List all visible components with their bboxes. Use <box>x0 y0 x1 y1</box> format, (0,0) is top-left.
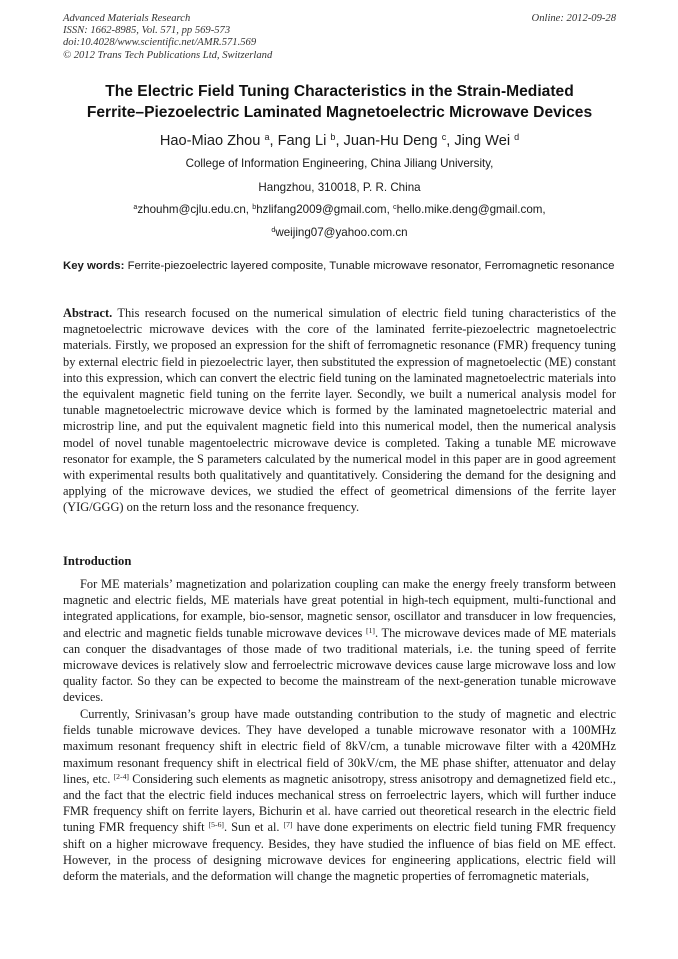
paper-page <box>63 0 616 959</box>
email-c[interactable]: hello.mike.deng@gmail.com, <box>396 203 546 216</box>
journal-header <box>63 13 616 62</box>
author-list <box>63 132 616 150</box>
abstract-label: Abstract. <box>63 306 113 320</box>
keywords <box>63 259 616 274</box>
author-name: Jing Wei <box>454 133 511 149</box>
intro-paragraph-1 <box>63 576 616 706</box>
email-b[interactable]: hzlifang2009@gmail.com, <box>256 203 394 216</box>
email-sup: b <box>252 202 257 212</box>
author-sup: d <box>514 132 520 143</box>
journal-name: Advanced Materials Research <box>63 13 191 24</box>
doi-line: doi:10.4028/www.scientific.net/AMR.571.569 <box>63 37 257 49</box>
abstract <box>63 305 616 516</box>
author-sep: , <box>269 133 278 149</box>
author-sep: , <box>446 133 455 149</box>
p2-text-b: Considering such elements as magnetic anisotropy, stress anisotropy and demagnetized field etc., and the fact that the electric field induces mechanical stress on ferroelectric layers, which will further induce FMR frequency shift on ferrite layers, Bichurin et al. have carried out theoretical research in the electric field tuning FMR frequency shift <box>63 771 616 835</box>
intro-paragraph-2 <box>63 706 616 884</box>
online-date: Online: 2012-09-28 <box>531 13 616 24</box>
p2-text-a: Currently, Srinivasan’s group have made outstanding contribution to the study of magnetic and electric fields tunable microwave devices. They have developed a tunable microwave resonator with a 100MHz maximum resonant frequency shift in electric field of 8kV/cm, a tunable microwave filter with a 420MHz maximum resonant frequency shift in electrical field of 30kV/cm, the ME phase shifter, attenuator and delay lines, etc. <box>63 707 616 786</box>
affiliation-line-2: Hangzhou, 310018, P. R. China <box>258 181 421 194</box>
author-name: Juan-Hu Deng <box>343 133 438 149</box>
email-sup: d <box>271 225 276 235</box>
author-sep: , <box>335 133 344 149</box>
email-a[interactable]: zhouhm@cjlu.edu.cn, <box>137 203 253 216</box>
title-line-2: Ferrite–Piezoelectric Laminated Magnetoelectric Microwave Devices <box>86 104 593 121</box>
paper-title <box>63 81 616 123</box>
citation-ref[interactable]: [7] <box>283 820 293 830</box>
author-sup: a <box>264 132 270 143</box>
email-sup: a <box>133 202 138 212</box>
email-line-2 <box>63 226 616 240</box>
affiliation-line-1: College of Information Engineering, China Jiliang University, <box>185 157 494 170</box>
section-heading-introduction: Introduction <box>63 554 132 568</box>
author-name: Fang Li <box>277 133 327 149</box>
title-line-1: The Electric Field Tuning Characteristics in the Strain-Mediated <box>105 83 574 100</box>
citation-ref[interactable]: [5-6] <box>208 820 224 830</box>
p2-text-c: . Sun et al. <box>223 820 284 835</box>
email-sup: c <box>393 202 397 212</box>
author-sup: c <box>441 132 447 143</box>
citation-ref[interactable]: [2-4] <box>113 771 129 781</box>
author-sup: b <box>330 132 336 143</box>
author-name: Hao-Miao Zhou <box>159 133 261 149</box>
issn-line: ISSN: 1662-8985, Vol. 571, pp 569-573 <box>63 25 231 37</box>
citation-ref[interactable]: [1] <box>366 625 375 635</box>
email-line-1 <box>63 203 616 217</box>
keywords-label: Key words: <box>63 260 125 272</box>
p1-text-b: . The microwave devices made of ME materials can conquer the disadvantages of those made of two traditional materials, i.e. the tuning speed of ferrite microwave devices is relatively slow and ferroelectric microwave devices cause large microwave loss and low quality factor. So they can be expected to become the mainstream of the next-generation tunable microwave devices. <box>63 625 617 705</box>
keywords-text: Ferrite-piezoelectric layered composite, Tunable microwave resonator, Ferromagnetic resonance <box>124 260 615 272</box>
copyright-line: © 2012 Trans Tech Publications Ltd, Switzerland <box>63 49 273 61</box>
p1-text-a: For ME materials’ magnetization and polarization coupling can make the energy freely transform between magnetic and electric fields, ME materials have great potential in high-tech equipment, multi-functional and integrated applications, for example, bio-sensor, magnetic sensor, oscillator and transducer in low frequencies, and electric and magnetic fields tunable microwave devices <box>63 577 616 640</box>
abstract-text: This research focused on the numerical simulation of electric field tuning characteristics of the magnetoelectric microwave devices with the core of the laminated ferrite-piezoelectric magnetoelectric materials. Firstly, we proposed an expression for the shift of ferromagnetic resonance (FMR) frequency tuning by external electric field in piezoelectric layer, then substituted the expression of magnetoelectic (ME) constant into this expression, which can convert the electric field tuning on the laminated magnetoelectric materials into the equivalent magnetic field tuning on the ferrite layer. Secondly, we built a numerical analysis model for tunable magnetoelectric microwave device which is formed by the laminated magnetoelectric material and microstrip line, and put the equivalent magnetic field into this numerical model, then the numerical analysis model of novel tunable magentoelectric microwave device is completed. Taking a tunable ME microwave resonator for example, the S parameters calculated by the numerical model in this paper are in good agreement with experimental results both qualitatively and quantitatively. Considering the demand for the designing and applying of the microwave devices, we studied the effect of geometrical dimensions of the ferrite layer (YIG/GGG) on the return loss and the resonance frequency. <box>63 306 616 515</box>
p2-text-d: have done experiments on electric field tuning FMR frequency shift on a higher microwave frequency. Besides, they have studied the influence of bias field on ME effect. However, in the process of designing microwave devices for engineering applications, electric field will deform the materials, and the deformation will change the magnetic properties of ferromagnetic materials, <box>63 820 616 884</box>
email-d[interactable]: weijing07@yahoo.com.cn <box>275 226 408 239</box>
